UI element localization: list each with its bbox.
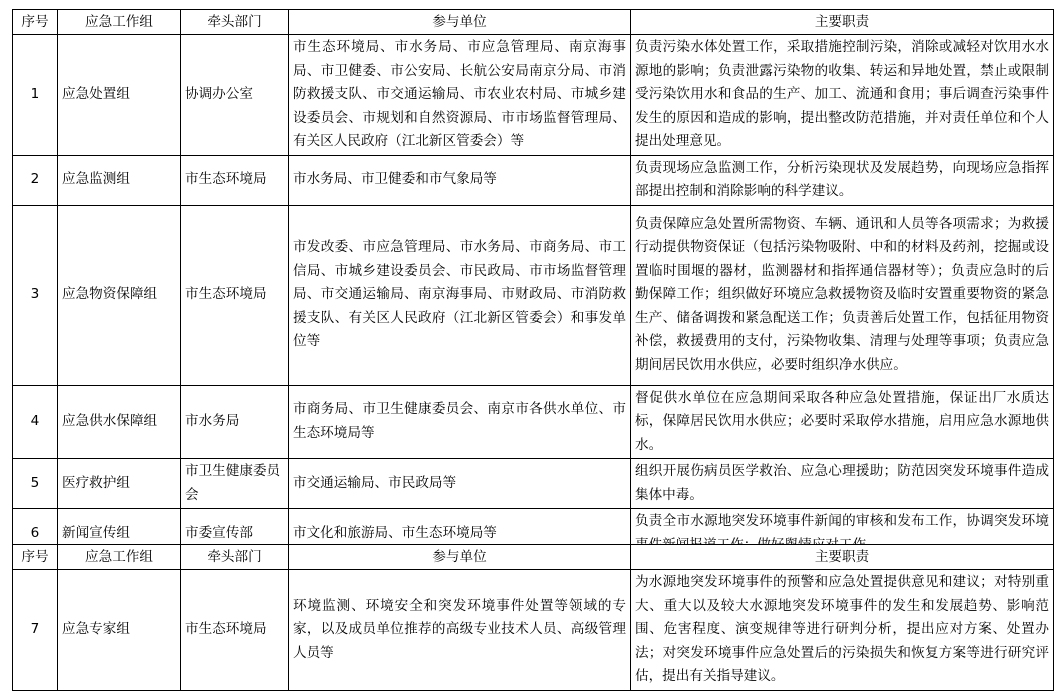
table-row (13, 205, 1054, 385)
row-lead: 市生态环境局 (181, 205, 289, 385)
table-row (13, 385, 1054, 459)
row-lead: 市委宣传部 (181, 509, 289, 559)
row-group: 医疗救护组 (58, 459, 181, 509)
table-row (13, 35, 1054, 156)
header-duties: 主要职责 (631, 545, 1054, 570)
row-duties: 负责全市水源地突发环境事件新闻的审核和发布工作，协调突发环境 (631, 509, 1054, 559)
table-header-row (13, 545, 1054, 570)
row-duties: 负责污染水体处置工作，采取措施控制污染，消除或减轻对饮用水水源地的影响；负责泄露污染物的收集、转运和异地处置，禁止或限制受污染饮用水和食品的生产、加工、流通和食用；事后调查污染事件发生的原因和造成的影响，提出整改防范措施，并对责任单位和个人提出处理意见。 (631, 35, 1054, 156)
row-group: 应急监测组 (58, 155, 181, 205)
expert-group-table (12, 544, 1054, 691)
row-duties: 组织开展伤病员医学救治、应急心理援助；防范因突发环境事件造成集体中毒。 (631, 459, 1054, 509)
header-participants: 参与单位 (289, 10, 631, 35)
row-participants: 市交通运输局、市民政局等 (289, 459, 631, 509)
table-row (13, 155, 1054, 205)
row-group: 应急物资保障组 (58, 205, 181, 385)
row-no: 4 (13, 385, 58, 459)
row-duties: 负责保障应急处置所需物资、车辆、通讯和人员等各项需求；为救援行动提供物资保证（包括污染物吸附、中和的材料及药剂，挖掘或设置临时围堰的器材，监测器材和指挥通信器材等）；负责应急时的后勤保障工作；组织做好环境应急救援物资及临时安置重要物资的紧急生产、储备调拨和紧急配送工作；负责善后处置工作，包括征用物资补偿，救援费用的支付，污染物收集、清理与处理等事项；负责应急期间居民饮用水供应，必要时组织净水供应。 (631, 205, 1054, 385)
table-row (13, 570, 1054, 691)
row-lead: 市水务局 (181, 385, 289, 459)
header-lead: 牵头部门 (181, 10, 289, 35)
row-lead: 市生态环境局 (181, 570, 289, 691)
header-group: 应急工作组 (58, 545, 181, 570)
emergency-groups-table (12, 9, 1054, 559)
row-no: 1 (13, 35, 58, 156)
table-header-row (13, 10, 1054, 35)
row-duties: 负责现场应急监测工作，分析污染现状及发展趋势，向现场应急指挥部提出控制和消除影响的科学建议。 (631, 155, 1054, 205)
row-group: 应急专家组 (58, 570, 181, 691)
table-row (13, 459, 1054, 509)
row-lead: 市卫生健康委员会 (181, 459, 289, 509)
row-duties: 为水源地突发环境事件的预警和应急处置提供意见和建议；对特别重大、重大以及较大水源地突发环境事件的发生和发展趋势、影响范围、危害程度、演变规律等进行研判分析，提出应对方案、处置办法；对突发环境事件应急处置后的污染损失和恢复方案等进行研究评估，提出有关指导建议。 (631, 570, 1054, 691)
row-no: 6 (13, 509, 58, 559)
row-participants: 市文化和旅游局、市生态环境局等 (289, 509, 631, 559)
row-duties: 督促供水单位在应急期间采取各种应急处置措施，保证出厂水质达标，保障居民饮用水供应；必要时采取停水措施，启用应急水源地供水。 (631, 385, 1054, 459)
row-no: 5 (13, 459, 58, 509)
row-group: 新闻宣传组 (58, 509, 181, 559)
row-participants: 市生态环境局、市水务局、市应急管理局、南京海事局、市卫健委、市公安局、长航公安局南京分局、市消防救援支队、市交通运输局、市农业农村局、市城乡建设委员会、市规划和自然资源局、市市场监督管理局、有关区人民政府（江北新区管委会）等 (289, 35, 631, 156)
header-lead: 牵头部门 (181, 545, 289, 570)
row-no: 7 (13, 570, 58, 691)
row-no: 2 (13, 155, 58, 205)
header-participants: 参与单位 (289, 545, 631, 570)
header-no: 序号 (13, 545, 58, 570)
header-group: 应急工作组 (58, 10, 181, 35)
row-no: 3 (13, 205, 58, 385)
row-participants: 市发改委、市应急管理局、市水务局、市商务局、市工信局、市城乡建设委员会、市民政局、市市场监督管理局、市交通运输局、南京海事局、市财政局、市消防救援支队、有关区人民政府（江北新区管委会）和事发单位等 (289, 205, 631, 385)
row-group: 应急处置组 (58, 35, 181, 156)
header-no: 序号 (13, 10, 58, 35)
header-duties: 主要职责 (631, 10, 1054, 35)
row-lead: 市生态环境局 (181, 155, 289, 205)
row-group: 应急供水保障组 (58, 385, 181, 459)
row-participants: 市水务局、市卫健委和市气象局等 (289, 155, 631, 205)
row-lead: 协调办公室 (181, 35, 289, 156)
row-participants: 市商务局、市卫生健康委员会、南京市各供水单位、市生态环境局等 (289, 385, 631, 459)
row-participants: 环境监测、环境安全和突发环境事件处置等领域的专家，以及成员单位推荐的高级专业技术人员、高级管理人员等 (289, 570, 631, 691)
